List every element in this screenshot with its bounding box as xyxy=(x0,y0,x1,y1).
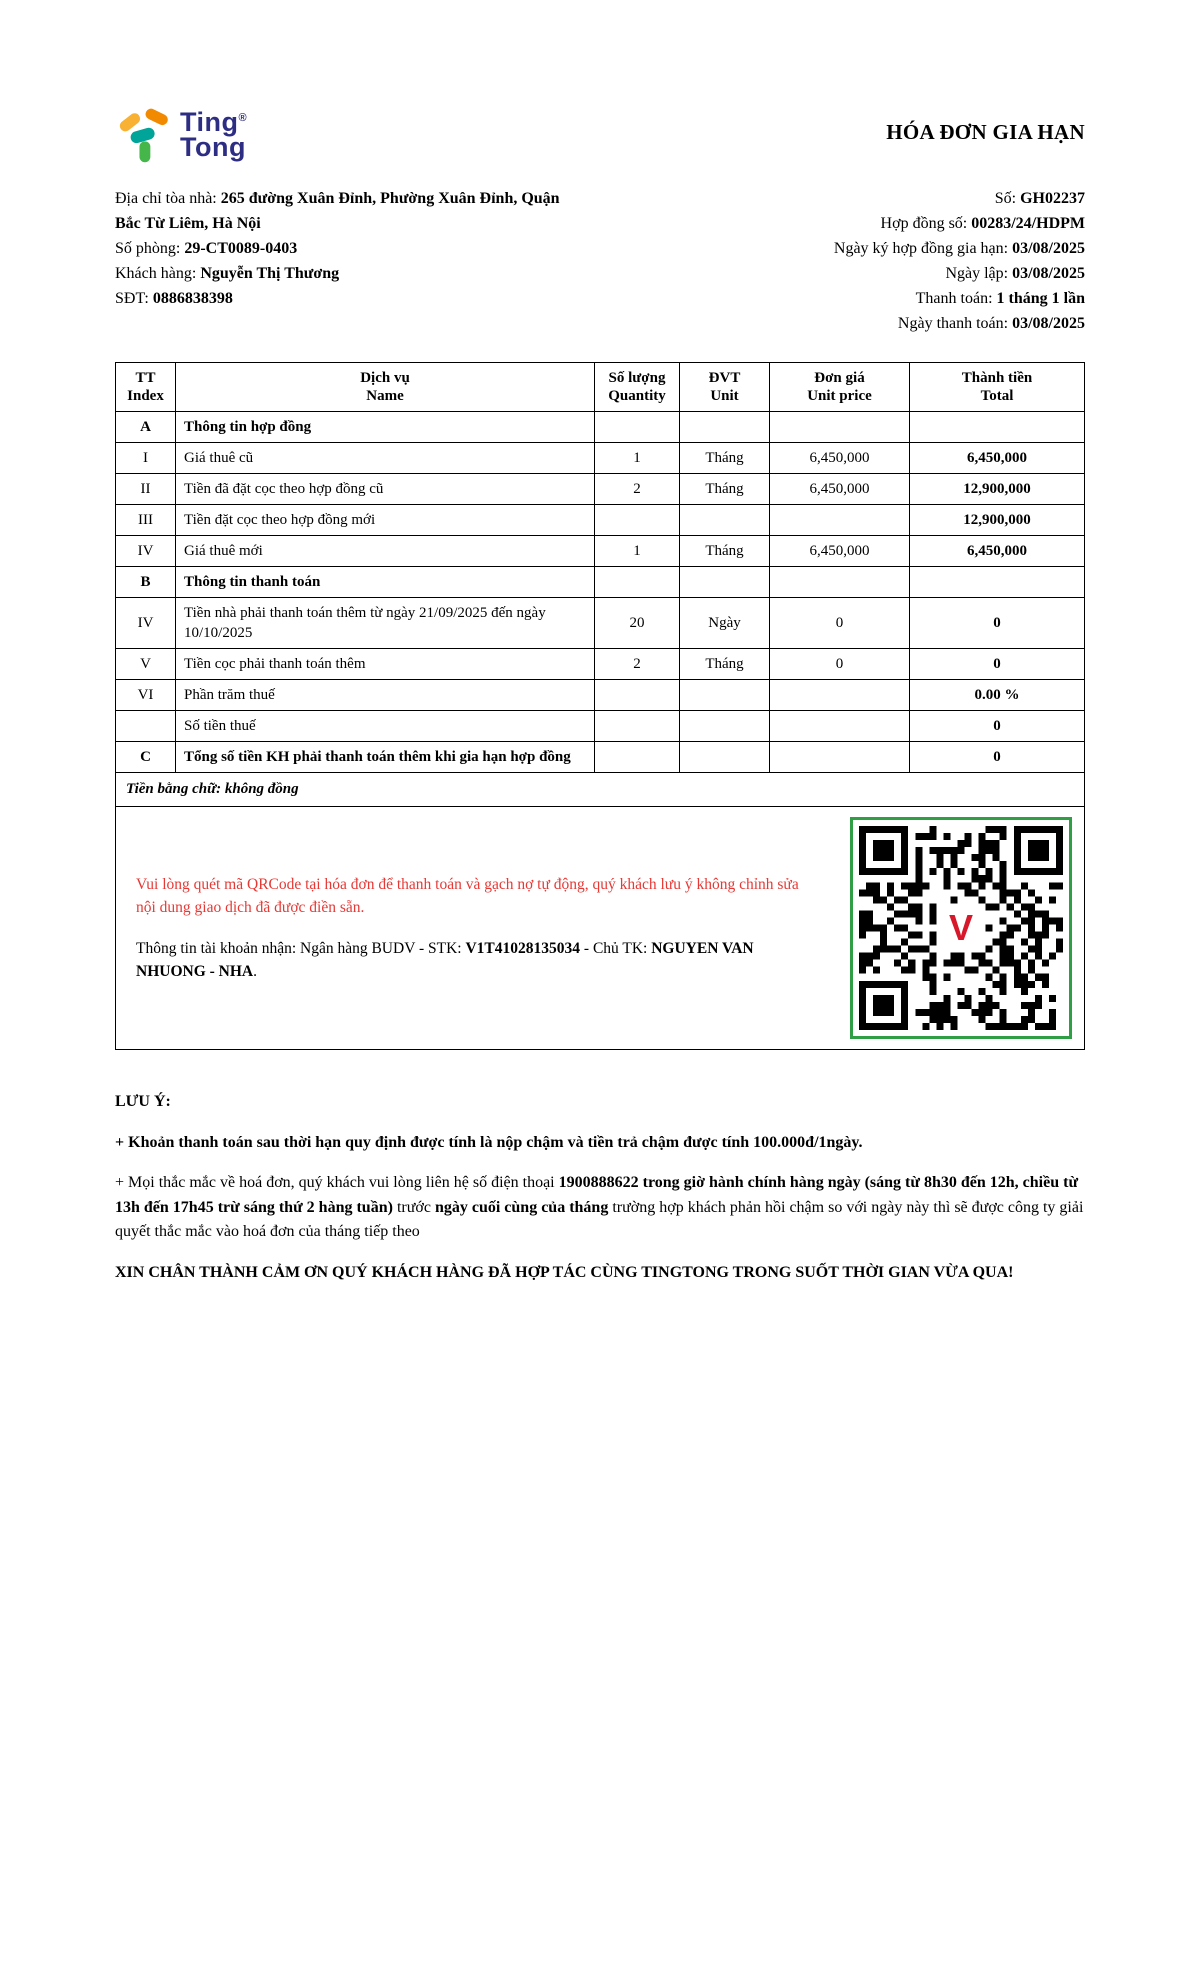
cell-quantity xyxy=(595,567,680,598)
invoice-table xyxy=(115,362,1085,807)
cell-unit-price: 6,450,000 xyxy=(770,474,910,505)
cell-index: VI xyxy=(116,680,176,711)
cell-unit xyxy=(680,742,770,773)
invoice-no-label: Số: xyxy=(994,190,1021,207)
cell-name: Thông tin thanh toán xyxy=(176,567,595,598)
address-label: Địa chỉ tòa nhà: xyxy=(115,190,221,207)
cell-unit-price xyxy=(770,412,910,443)
room-label: Số phòng: xyxy=(115,240,185,257)
issue-date-label: Ngày lập: xyxy=(945,265,1013,282)
contract-no-value: 00283/24/HDPM xyxy=(971,215,1085,232)
phone-line xyxy=(115,286,560,311)
note-contact-segment: trước xyxy=(392,1198,435,1216)
col-header-name xyxy=(176,363,595,412)
table-row xyxy=(116,474,1085,505)
col-header-line: Total xyxy=(980,388,1014,404)
cell-index: I xyxy=(116,443,176,474)
customer-line xyxy=(115,261,560,286)
cell-index: C xyxy=(116,742,176,773)
sign-date-line xyxy=(834,236,1085,261)
cell-unit: Ngày xyxy=(680,598,770,649)
cell-unit: Tháng xyxy=(680,536,770,567)
cell-quantity: 2 xyxy=(595,474,680,505)
cell-name: Số tiền thuế xyxy=(176,711,595,742)
cell-name: Tiền nhà phải thanh toán thêm từ ngày 21/09/2025 đến ngày 10/10/2025 xyxy=(176,598,595,649)
issue-date-line xyxy=(834,261,1085,286)
cell-total: 6,450,000 xyxy=(910,443,1085,474)
cell-name: Tiền đặt cọc theo hợp đồng mới xyxy=(176,505,595,536)
customer-info xyxy=(115,186,560,336)
col-header-line: ĐVT xyxy=(708,370,741,386)
cell-unit xyxy=(680,505,770,536)
col-header-line: Đơn giá xyxy=(814,370,865,386)
invoice-table-footer xyxy=(116,773,1085,807)
table-row xyxy=(116,443,1085,474)
account-number: V1T41028135034 xyxy=(465,940,581,957)
note-contact-segment: 1900888622 trong giờ hành chính hàng ngày (sáng từ 8h30 đến 12h, chiều từ 13h đến 17h45 trừ sáng thứ 2 hàng tuần) xyxy=(115,1174,1079,1216)
cell-unit: Tháng xyxy=(680,474,770,505)
cell-name: Thông tin hợp đồng xyxy=(176,412,595,443)
invoice-info xyxy=(115,186,1085,336)
account-suffix: . xyxy=(253,963,257,980)
cell-index: IV xyxy=(116,598,176,649)
invoice-table-body xyxy=(116,412,1085,773)
table-row xyxy=(116,412,1085,443)
cell-total xyxy=(910,412,1085,443)
room-line xyxy=(115,236,560,261)
table-row xyxy=(116,711,1085,742)
payment-terms-label: Thanh toán: xyxy=(915,290,997,307)
note-contact xyxy=(115,1171,1085,1245)
cell-unit-price: 0 xyxy=(770,598,910,649)
qr-payment-text xyxy=(128,867,850,989)
payment-terms-line xyxy=(834,286,1085,311)
amount-in-words-row xyxy=(116,773,1085,807)
qr-account-info xyxy=(136,937,822,983)
contract-no-label: Hợp đồng số: xyxy=(880,215,972,232)
cell-quantity: 2 xyxy=(595,649,680,680)
phone-value: 0886838398 xyxy=(152,290,233,307)
cell-unit xyxy=(680,412,770,443)
note-contact-segment: trường hợp khách phản hồi chậm so với ngày này thì sẽ được công ty giải quyết thắc mắc vào hoá đơn của tháng tiếp theo xyxy=(115,1198,1084,1240)
cell-unit xyxy=(680,711,770,742)
cell-quantity xyxy=(595,680,680,711)
customer-label: Khách hàng: xyxy=(115,265,201,282)
col-header-line: Unit xyxy=(710,388,739,404)
col-header-unit-price xyxy=(770,363,910,412)
logo-word-ting: Ting xyxy=(180,107,239,137)
note-late-payment: + Khoản thanh toán sau thời hạn quy định được tính là nộp chậm và tiền trả chậm được tính 100.000đ/1ngày. xyxy=(115,1133,863,1151)
cell-total: 0 xyxy=(910,598,1085,649)
cell-index: II xyxy=(116,474,176,505)
cell-index xyxy=(116,711,176,742)
cell-unit-price: 6,450,000 xyxy=(770,536,910,567)
table-row xyxy=(116,742,1085,773)
cell-name: Phần trăm thuế xyxy=(176,680,595,711)
cell-index: B xyxy=(116,567,176,598)
cell-quantity xyxy=(595,505,680,536)
col-header-line: Thành tiền xyxy=(961,370,1033,386)
col-header-line: Name xyxy=(366,388,404,404)
payment-date-label: Ngày thanh toán: xyxy=(897,315,1013,332)
cell-name: Giá thuê mới xyxy=(176,536,595,567)
note-thanks: XIN CHÂN THÀNH CẢM ƠN QUÝ KHÁCH HÀNG ĐÃ HỢP TÁC CÙNG TINGTONG TRONG SUỐT THỜI GIAN VỪA QUA! xyxy=(115,1263,1014,1281)
table-row xyxy=(116,536,1085,567)
col-header-total xyxy=(910,363,1085,412)
header-row xyxy=(116,363,1085,412)
cell-quantity: 1 xyxy=(595,536,680,567)
table-row xyxy=(116,567,1085,598)
table-row xyxy=(116,680,1085,711)
qr-code xyxy=(850,817,1072,1039)
cell-unit-price xyxy=(770,742,910,773)
cell-total: 0.00 % xyxy=(910,680,1085,711)
cell-unit-price xyxy=(770,505,910,536)
cell-total: 6,450,000 xyxy=(910,536,1085,567)
cell-quantity xyxy=(595,742,680,773)
cell-unit: Tháng xyxy=(680,443,770,474)
qr-payment-section xyxy=(115,806,1085,1050)
cell-total: 0 xyxy=(910,711,1085,742)
col-header-line: Index xyxy=(127,388,164,404)
cell-total: 0 xyxy=(910,649,1085,680)
cell-name: Tổng số tiền KH phải thanh toán thêm khi gia hạn hợp đồng xyxy=(176,742,595,773)
account-prefix: Thông tin tài khoản nhận: Ngân hàng BUDV - STK: xyxy=(136,940,466,957)
cell-unit-price: 6,450,000 xyxy=(770,443,910,474)
cell-unit: Tháng xyxy=(680,649,770,680)
invoice-no-line xyxy=(834,186,1085,211)
note-contact-segment: + Mọi thắc mắc về hoá đơn, quý khách vui lòng liên hệ số điện thoại xyxy=(115,1174,559,1191)
cell-unit xyxy=(680,680,770,711)
issue-date-value: 03/08/2025 xyxy=(1012,265,1085,282)
cell-quantity xyxy=(595,711,680,742)
payment-terms-value: 1 tháng 1 lần xyxy=(996,290,1085,307)
cell-index: IV xyxy=(116,536,176,567)
payment-date-value: 03/08/2025 xyxy=(1012,315,1085,332)
qr-notice: Vui lòng quét mã QRCode tại hóa đơn để thanh toán và gạch nợ tự động, quý khách lưu ý không chỉnh sửa nội dung giao dịch đã được điền sẵn. xyxy=(136,876,799,916)
account-holder: NGUYEN VAN NHUONG - NHA xyxy=(136,940,754,980)
logo-word-tong: Tong xyxy=(180,132,246,162)
header xyxy=(115,106,1085,164)
invoice-meta xyxy=(834,186,1085,336)
cell-total xyxy=(910,567,1085,598)
table-row xyxy=(116,598,1085,649)
col-header-index xyxy=(116,363,176,412)
cell-index: A xyxy=(116,412,176,443)
payment-date-line xyxy=(834,311,1085,336)
notes-heading: LƯU Ý: xyxy=(115,1093,171,1110)
tingtong-logo-text xyxy=(180,107,248,162)
cell-quantity: 20 xyxy=(595,598,680,649)
note-contact-segment: ngày cuối cùng của tháng xyxy=(434,1198,609,1216)
cell-unit-price xyxy=(770,711,910,742)
room-value: 29-CT0089-0403 xyxy=(184,240,298,257)
col-header-quantity xyxy=(595,363,680,412)
address-value: 265 đường Xuân Đỉnh, Phường Xuân Đỉnh, Quận Bắc Từ Liêm, Hà Nội xyxy=(115,190,560,232)
phone-label: SĐT: xyxy=(115,290,153,307)
cell-name: Giá thuê cũ xyxy=(176,443,595,474)
cell-unit-price xyxy=(770,567,910,598)
col-header-unit xyxy=(680,363,770,412)
notes-section xyxy=(115,1090,1085,1285)
cell-index: V xyxy=(116,649,176,680)
cell-total: 12,900,000 xyxy=(910,474,1085,505)
cell-quantity xyxy=(595,412,680,443)
col-header-line: Unit price xyxy=(807,388,872,404)
page-title: HÓA ĐƠN GIA HẠN xyxy=(886,120,1085,144)
vietqr-logo-icon: V xyxy=(938,905,984,951)
contract-no-line xyxy=(834,211,1085,236)
sign-date-label: Ngày ký hợp đồng gia hạn: xyxy=(833,240,1013,257)
registered-mark: ® xyxy=(238,112,248,124)
cell-index: III xyxy=(116,505,176,536)
cell-unit xyxy=(680,567,770,598)
cell-name: Tiền đã đặt cọc theo hợp đồng cũ xyxy=(176,474,595,505)
customer-value: Nguyễn Thị Thương xyxy=(200,265,340,282)
cell-unit-price: 0 xyxy=(770,649,910,680)
tingtong-logo xyxy=(115,106,247,164)
table-row xyxy=(116,649,1085,680)
sign-date-value: 03/08/2025 xyxy=(1012,240,1085,257)
invoice-no-value: GH02237 xyxy=(1020,190,1085,207)
cell-total: 0 xyxy=(910,742,1085,773)
address-line xyxy=(115,186,560,236)
col-header-line: Số lượng xyxy=(608,370,666,386)
cell-unit-price xyxy=(770,680,910,711)
account-mid: - Chủ TK: xyxy=(580,940,652,957)
cell-total: 12,900,000 xyxy=(910,505,1085,536)
col-header-line: Quantity xyxy=(608,388,666,404)
amount-in-words: Tiền bằng chữ: không đồng xyxy=(116,773,1085,807)
invoice-table-head xyxy=(116,363,1085,412)
cell-quantity: 1 xyxy=(595,443,680,474)
cell-name: Tiền cọc phải thanh toán thêm xyxy=(176,649,595,680)
table-row xyxy=(116,505,1085,536)
col-header-line: TT xyxy=(135,370,156,386)
tingtong-logo-icon xyxy=(115,106,173,164)
col-header-line: Dịch vụ xyxy=(360,370,410,386)
